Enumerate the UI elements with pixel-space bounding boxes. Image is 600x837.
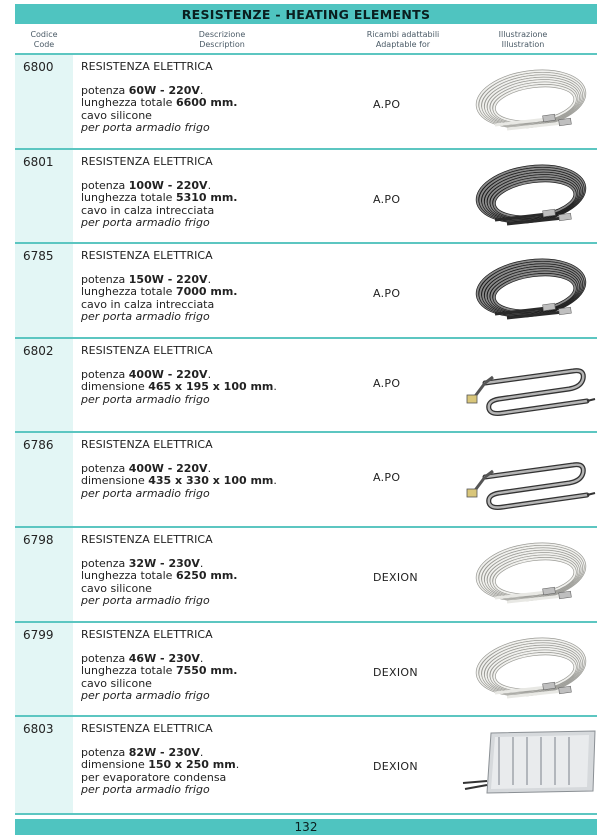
usage-note: per porta armadio frigo [81, 121, 210, 134]
dimension-value: 150 x 250 mm [148, 758, 236, 771]
usage-note: per porta armadio frigo [81, 486, 210, 500]
dimension-line: dimensione 150 x 250 mm. [81, 758, 240, 771]
power-rating: 400W - 220V [128, 367, 208, 381]
adaptable-for: A.PO [373, 377, 401, 390]
product-code: 6798 [23, 533, 54, 547]
table-row [15, 621, 597, 718]
header-illustration: Illustrazione Illustration [498, 30, 548, 49]
dimension-value: 7000 mm. [175, 285, 238, 298]
power-rating: 150W - 220V [128, 272, 208, 286]
extra-note: per evaporatore condensa [81, 770, 227, 784]
extra-note: cavo silicone [81, 108, 152, 122]
power-line: potenza 100W - 220V. [81, 178, 212, 192]
tubular-heating-element-icon [455, 437, 600, 523]
braided-cable-coil-icon [455, 154, 600, 240]
table-header [15, 29, 597, 53]
white-silicone-cable-coil-icon [455, 627, 600, 713]
adaptable-for: A.PO [373, 98, 401, 111]
product-name: RESISTENZA ELETTRICA [81, 722, 213, 735]
table-row [15, 526, 597, 623]
product-name: RESISTENZA ELETTRICA [81, 249, 213, 262]
product-code: 6803 [23, 722, 54, 736]
dimension-value: 7550 mm. [175, 664, 238, 677]
adaptable-for: DEXION [373, 760, 418, 773]
power-line: potenza 60W - 220V. [81, 83, 204, 97]
product-description [81, 345, 361, 406]
product-code: 6800 [23, 60, 54, 74]
power-rating: 46W - 230V [128, 651, 200, 665]
dimension-value: 5310 mm. [175, 191, 238, 204]
adaptable-for: A.PO [373, 193, 401, 206]
power-rating: 32W - 230V [128, 556, 200, 570]
power-rating: 82W - 230V [128, 745, 200, 759]
product-name: RESISTENZA ELETTRICA [81, 155, 213, 168]
header-adaptable: Ricambi adattabili Adaptable for [366, 30, 440, 49]
white-silicone-cable-coil-icon [455, 532, 600, 618]
extra-note: cavo in calza intrecciata [81, 297, 215, 311]
power-line: potenza 150W - 220V. [81, 272, 212, 286]
dimension-line: dimensione 435 x 330 x 100 mm. [81, 474, 277, 487]
table-row [15, 715, 597, 812]
dimension-line: lunghezza totale 6600 mm. [81, 96, 238, 109]
dimension-line: lunghezza totale 7550 mm. [81, 664, 238, 677]
table-row [15, 148, 597, 245]
usage-note: per porta armadio frigo [81, 689, 210, 702]
product-code: 6801 [23, 155, 54, 169]
power-line: potenza 46W - 230V. [81, 651, 204, 665]
table-row [15, 337, 597, 434]
dimension-line: lunghezza totale 7000 mm. [81, 285, 238, 298]
header-description: Descrizione Description [198, 30, 246, 49]
power-line: potenza 32W - 230V. [81, 556, 204, 570]
dimension-value: 6250 mm. [175, 569, 238, 582]
power-line: potenza 400W - 220V. [81, 461, 212, 475]
product-description [81, 61, 361, 135]
product-name: RESISTENZA ELETTRICA [81, 344, 213, 357]
adaptable-for: A.PO [373, 471, 401, 484]
usage-note: per porta armadio frigo [81, 783, 210, 796]
product-code: 6785 [23, 249, 54, 263]
extra-note: cavo silicone [81, 676, 152, 690]
product-description [81, 439, 361, 500]
usage-note: per porta armadio frigo [81, 310, 210, 323]
power-rating: 100W - 220V [128, 178, 208, 192]
product-description [81, 629, 361, 703]
bottom-rule [15, 813, 597, 815]
power-line: potenza 400W - 220V. [81, 367, 212, 381]
dimension-value: 6600 mm. [175, 96, 238, 109]
tubular-heating-element-icon [455, 343, 600, 429]
dimension-line: dimensione 465 x 195 x 100 mm. [81, 380, 277, 393]
foil-heater-pad-icon [455, 721, 600, 807]
product-name: RESISTENZA ELETTRICA [81, 60, 213, 73]
table-row [15, 431, 597, 528]
page-title: RESISTENZE - HEATING ELEMENTS [15, 4, 597, 24]
adaptable-for: DEXION [373, 571, 418, 584]
white-silicone-cable-coil-icon [455, 59, 600, 145]
page-number: 132 [15, 819, 597, 835]
product-code: 6802 [23, 344, 54, 358]
extra-note: cavo in calza intrecciata [81, 203, 215, 217]
adaptable-for: A.PO [373, 287, 401, 300]
product-name: RESISTENZA ELETTRICA [81, 628, 213, 641]
usage-note: per porta armadio frigo [81, 392, 210, 406]
braided-cable-coil-icon [455, 248, 600, 334]
product-description [81, 723, 361, 797]
dimension-value: 465 x 195 x 100 mm [148, 380, 274, 393]
product-name: RESISTENZA ELETTRICA [81, 533, 213, 546]
dimension-line: lunghezza totale 5310 mm. [81, 191, 238, 204]
product-code: 6799 [23, 628, 54, 642]
product-description [81, 534, 361, 608]
header-code: Codice Code [30, 30, 58, 49]
extra-note: cavo silicone [81, 581, 152, 595]
power-rating: 60W - 220V [128, 83, 200, 97]
usage-note: per porta armadio frigo [81, 216, 210, 229]
product-description [81, 250, 361, 324]
product-code: 6786 [23, 438, 54, 452]
table-row [15, 53, 597, 150]
product-description [81, 156, 361, 230]
product-name: RESISTENZA ELETTRICA [81, 438, 213, 451]
dimension-value: 435 x 330 x 100 mm [148, 474, 274, 487]
dimension-line: lunghezza totale 6250 mm. [81, 569, 238, 582]
power-line: potenza 82W - 230V. [81, 745, 204, 759]
power-rating: 400W - 220V [128, 461, 208, 475]
usage-note: per porta armadio frigo [81, 594, 210, 607]
adaptable-for: DEXION [373, 666, 418, 679]
table-row [15, 242, 597, 339]
